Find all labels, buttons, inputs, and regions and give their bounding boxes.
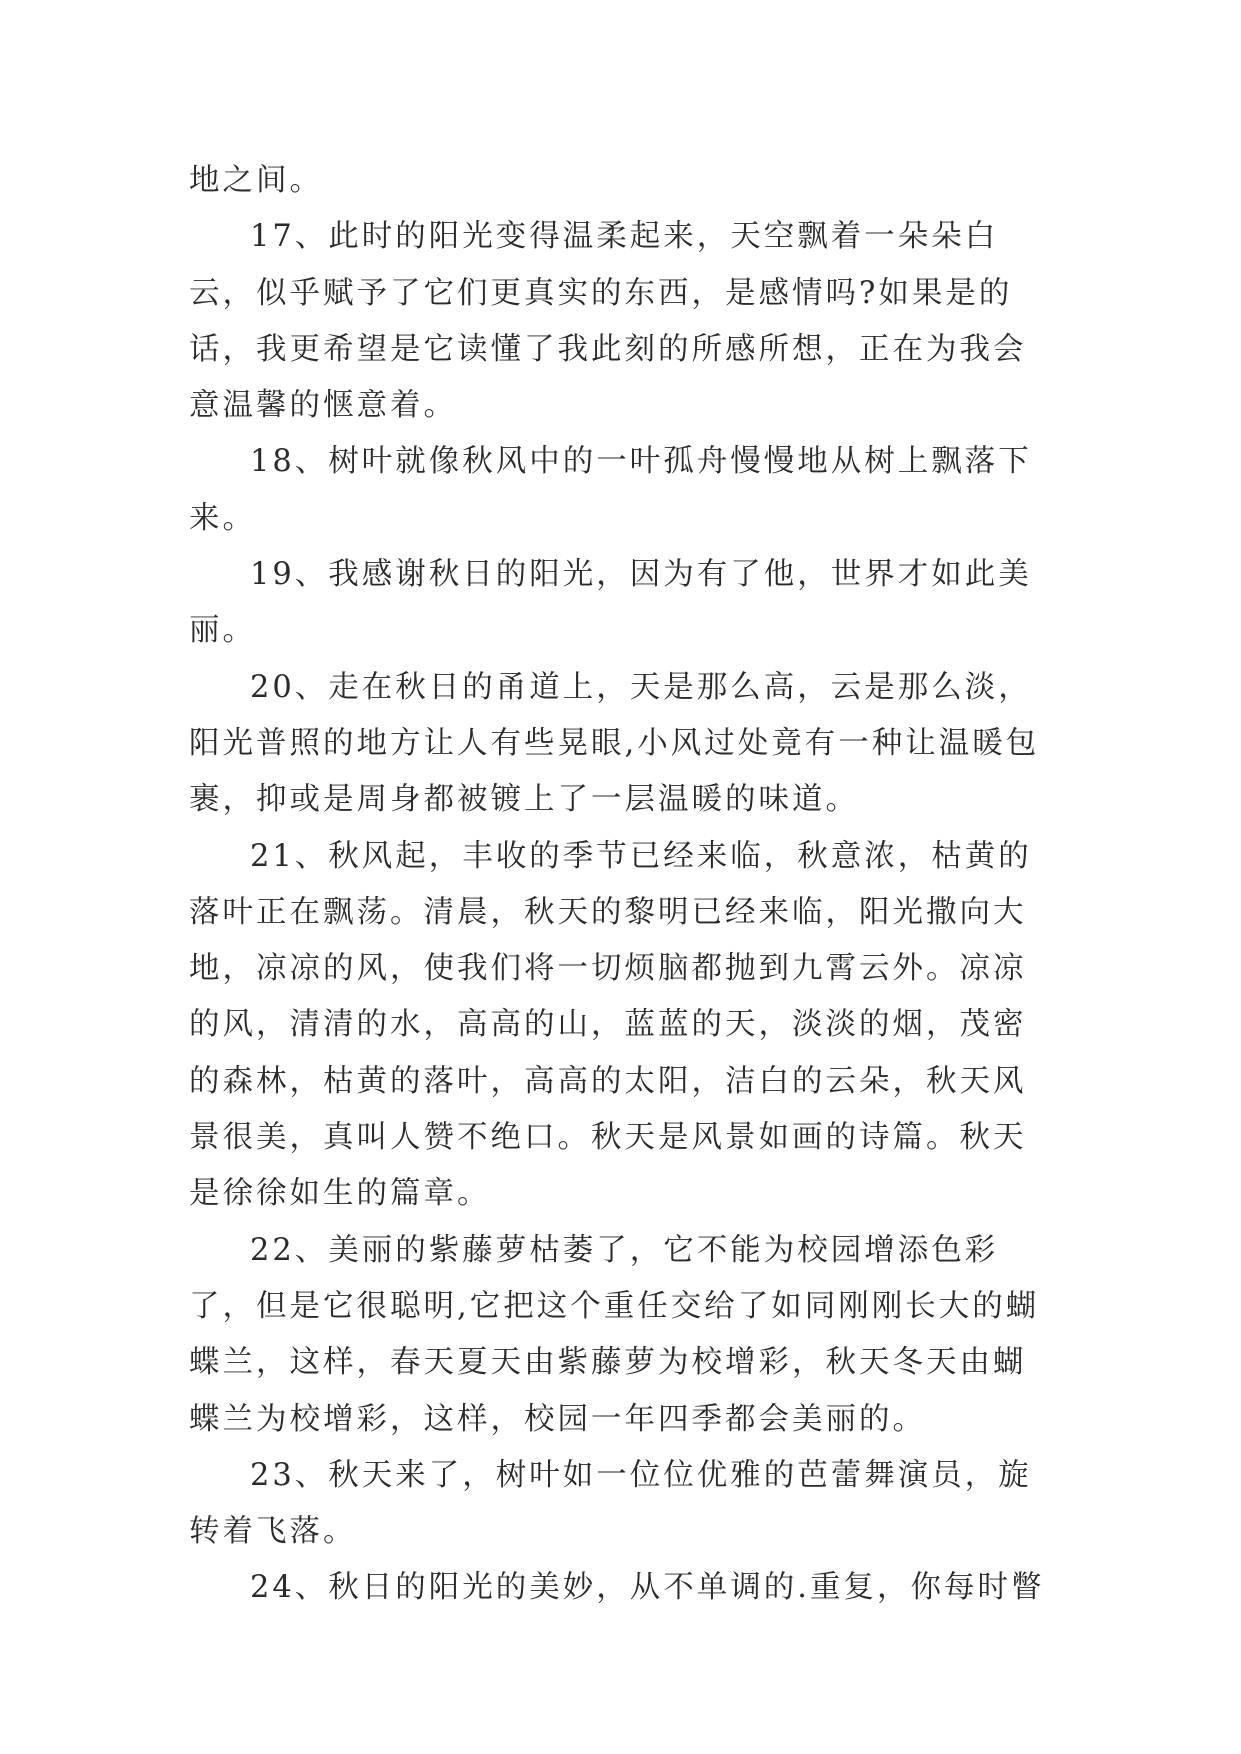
paragraph-continuation: 地之间。 [189,163,323,198]
document-body [189,153,1049,1617]
paragraph-23: 23、秋天来了，树叶如一位位优雅的芭蕾舞演员，旋转着飞落。 [189,1457,1032,1550]
paragraph-21: 21、秋风起，丰收的季节已经来临，秋意浓，枯黄的落叶正在飘荡。清晨，秋天的黎明已经来临，阳光撒向大地，凉凉的风，使我们将一切烦脑都抛到九霄云外。凉凉的风，清清的水，高高的山，蓝蓝的天，淡淡的烟，茂密的森林，枯黄的落叶，高高的太阳，洁白的云朵，秋天风景很美，真叫人赞不绝口。秋天是风景如画的诗篇。秋天是徐徐如生的篇章。 [189,838,1032,1212]
paragraph-17: 17、此时的阳光变得温柔起来，天空飘着一朵朵白云，似乎赋予了它们更真实的东西，是感情吗?如果是的话，我更希望是它读懂了我此刻的所感所想，正在为我会意温馨的惬意着。 [189,219,1027,424]
paragraph-18: 18、树叶就像秋风中的一叶孤舟慢慢地从树上飘落下来。 [189,444,1032,536]
paragraph-20: 20、走在秋日的甬道上，天是那么高，云是那么淡，阳光普照的地方让人有些晃眼,小风过处竟有一种让温暖包裹，抑或是周身都被镀上了一层温暖的味道。 [189,669,1040,818]
paragraph-24: 24、秋日的阳光的美妙，从不单调的.重复，你每时瞥 [250,1570,1045,1606]
paragraph-22: 22、美丽的紫藤萝枯萎了，它不能为校园增添色彩了，但是它很聪明,它把这个重任交给了如同刚刚长大的蝴蝶兰，这样，春天夏天由紫藤萝为校增彩，秋天冬天由蝴蝶兰为校增彩，这样，校园一年四季都会美丽的。 [189,1232,1040,1437]
paragraph-19: 19、我感谢秋日的阳光，因为有了他，世界才如此美丽。 [189,557,1032,649]
